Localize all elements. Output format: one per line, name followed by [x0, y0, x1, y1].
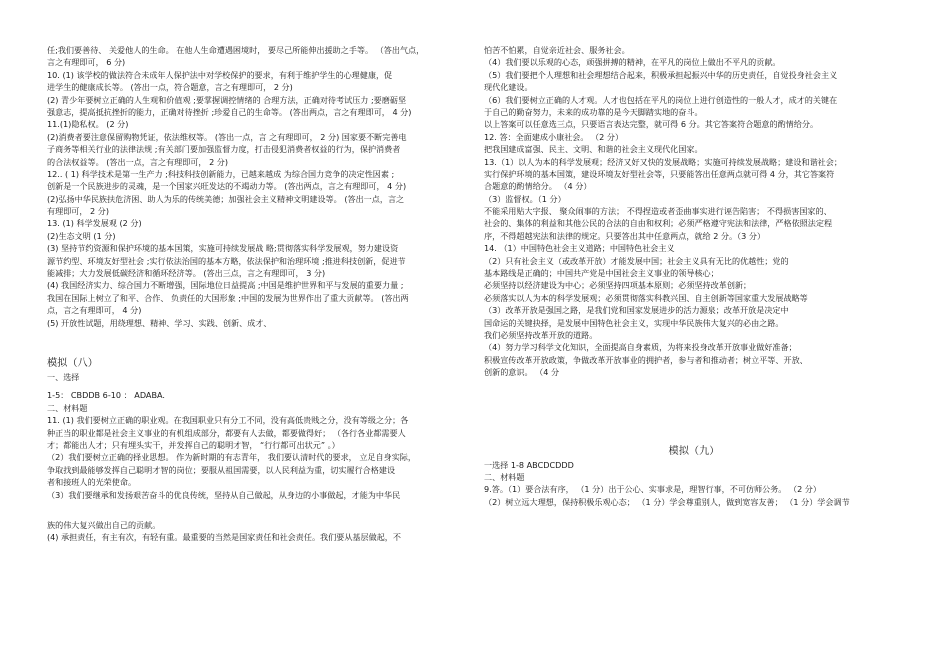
- right-text-line: （2）只有社会主义（或改革开放）才能发展中国；社会主义具有无比的优越性；党的: [484, 255, 789, 266]
- right-text-line: 现代化建设。: [484, 82, 533, 93]
- right-text-line: 13.（1）以人为本的科学发展观；经济又好又快的发展战略；实施可持续发展战略；建设和谐社会；: [484, 156, 842, 167]
- spacer: [47, 501, 467, 519]
- left-column: [47, 44, 467, 544]
- spacer: [484, 435, 904, 445]
- spacer: [47, 329, 467, 357]
- left-text-line: (5) 开放性试题，用绕理想、精神、学习、实践、创新、成才、: [47, 317, 272, 328]
- right-text-line: （2）树立远大理想，保持积极乐观心态； （1 分）学会尊重别人，做到宽容友善； （1 分）学会调节: [484, 496, 850, 507]
- right-text-line: 把我国建成富强、民主、文明、和谐的社会主义现代化国家。: [484, 144, 703, 155]
- left-text-line: 强意志，提高抵抗挫折的能力，正确对待挫折 ;珍爱自己的生命等。 (答出两点，言之有理即可， 4 分): [47, 106, 412, 117]
- left-text-line: 才；都能出人才；只有埋头实干，并发挥自己的聪明才智， “行行都可出状元” 。）: [47, 439, 340, 450]
- left-text-line: 11. (1) 我们要树立正确的职业观。在我国职业只有分工不同，没有高低贵贱之分，没有等级之分；各: [47, 415, 409, 426]
- left-text-line: (3) 坚持节约资源和保护环境的基本国策，实施可持续发展战 略;贯彻落实科学发展观，努力建设资: [47, 243, 399, 254]
- left-text-line: 源节约型、环境友好型社会 ;实行依法治国的基本方略，依法保护和治理环境 ;推进科技创新，促进节: [47, 255, 406, 266]
- left-text-line: 任;我们要善待、 关爱他人的生命。 在他人生命遭遇困境时， 要尽己所能伸出援助之手等。 （答出气点，: [47, 45, 425, 55]
- left-text-line: 点，言之有理即可， 4 分): [47, 305, 142, 316]
- spacer: [484, 379, 904, 407]
- left-text-line: (2)生态文明 (1 分): [47, 230, 116, 241]
- right-text-line: 社会的、集体的利益和其他公民的合法的自由和权利；必须严格遵守宪法和法律，严格依照法定程: [484, 218, 833, 229]
- right-text-line: （4）努力学习科学文化知识，全面提高自身素质，为将来投身改革开放事业做好准备；: [484, 342, 797, 353]
- left-text-line: 创新是一个民族进步的灵魂，是一个国家兴旺发达的不竭动力等。 (答出两点，言之有理即可， 4 分): [47, 181, 407, 192]
- right-text-line: 一选择 1-8 ABCDCDDD: [484, 459, 574, 470]
- right-text-line: 创新的意识。 （4 分: [484, 367, 560, 378]
- section-heading: 模拟（八）: [47, 357, 98, 369]
- left-text-line: 有理即可， 2 分): [47, 206, 110, 217]
- right-text-line: （5）我们要把个人理想和社会理想结合起来，积极承担起振兴中华的历史责任，自觉投身社会主义: [484, 69, 838, 80]
- right-text-line: 合题意的酌情给分。 （4 分）: [484, 181, 592, 192]
- right-text-line: 怕苦不怕累，自觉亲近社会、服务社会。: [484, 45, 630, 55]
- section-heading: 模拟（九）: [668, 445, 720, 457]
- left-text-line: 进学生的健康成长等。 (答出一点，符合题意，言之有理即可， 2 分): [47, 82, 293, 93]
- right-text-line: 12. 答：全面建成小康社会。 （2 分）: [484, 131, 624, 142]
- right-text-line: （3）改革开放是强国之路，是我们党和国家发展进步的活力源泉；改革开放是决定中: [484, 305, 789, 316]
- left-text-line: 12.. ( 1) 科学技术是第一生产力 ;科技科技创新能力，已越来越成 为综合国力竞争的决定性因素 ;: [47, 168, 395, 179]
- right-text-line: 9.答。（1）要合法有序， （1 分）出于公心、实事求是，理智行事，不可仿师公务。 （2 分）: [484, 484, 821, 495]
- right-text-line: 实行保护环境的基本国策，建设环境友好型社会等，只要能答出任意两点就可得 4 分，其它答案符: [484, 168, 835, 179]
- spacer: [484, 407, 904, 435]
- left-text-line: 族的伟大复兴做出自己的贡献。: [47, 519, 161, 530]
- right-text-line: （4）我们要以乐观的心态，顽强拼搏的精神，在平凡的岗位上做出不平凡的贡献。: [484, 57, 781, 68]
- left-text-line: (2)消费者要注意保留购物凭证，依法维权等。 (答出一点，言 之有理即可， 2 分) 国家要不断完善电: [47, 131, 407, 142]
- right-text-line: 国命运的关键抉择，是发展中国特色社会主义，实现中华民族伟大复兴的必由之路。: [484, 317, 784, 328]
- left-text-line: 者和接班人的光荣使命。: [47, 477, 137, 488]
- left-text-line: 我国在国际上树立了和平、合作、 负责任的大国形象 ;中国的发展为世界作出了重大贡献等。 (答出两: [47, 292, 409, 303]
- right-text-line: 以上答案可以任意选三点，只要语言表达完整，就可得 6 分。其它答案符合题意的酌情给分。: [484, 119, 819, 130]
- left-text-line: (2) 青少年要树立正确的人生观和价值观 ;要掌握调控情绪的 合理方法，正确对待考试压力 ;要磨砺坚: [47, 94, 407, 105]
- left-text-line: 子商务等相关行业的法律法规 ;有关部门要加强监督力度，打击侵犯消费者权益的行为，保护消费者: [47, 144, 401, 155]
- left-text-line: （2）我们要树立正确的择业思想。 作为新时期的有志青年， 我们要认清时代的要求， 立足自身实际，: [47, 452, 416, 463]
- right-text-line: 积极宣传改革开放政策，争做改革开放事业的拥护者，参与者和推动者；树立平等、开放、: [484, 354, 808, 365]
- right-text-line: 于自己的勤奋努力，未来的成功靠的是今天脚踏实地的奋斗。: [484, 106, 703, 117]
- right-text-line: 不能采用贴大字报、 聚众闹事的方法； 不得捏造或者歪曲事实进行诬告陷害； 不得损害国家的、: [484, 206, 832, 217]
- right-text-line: 二、材料题: [484, 471, 525, 482]
- right-column: [484, 44, 904, 508]
- right-text-line: 基本路线是正确的；中国共产党是中国社会主义事业的领导核心；: [484, 268, 719, 279]
- right-text-line: 必须坚持以经济建设为中心；必须坚持四项基本原则；必须坚持改革创新；: [484, 280, 752, 291]
- left-text-line: 10. (1) 该学校的做法符合未成年人保护法中对学校保护的要求，有利于维护学生的心理健康，促: [47, 69, 393, 80]
- left-text-line: (4) 我国经济实力、综合国力不断增强，国际地位日益提高 ;中国是维护世界和平与发展的重要力量 ;: [47, 280, 404, 291]
- left-text-line: 1-5： CBDDB 6-10 ： ADABA.: [47, 390, 165, 401]
- left-text-line: 11.(1)隐私权。 (2 分): [47, 119, 129, 130]
- right-text-line: 我们必须坚持改革开放的道路。: [484, 329, 598, 340]
- left-text-line: 二、材料题: [47, 402, 88, 413]
- left-text-line: 争取找到最能够发挥自己聪明才智的岗位；要服从祖国需要，以人民利益为重，切实履行合格建设: [47, 464, 396, 475]
- left-text-line: 13. (1) 科学发展观 (2 分): [47, 218, 142, 229]
- left-text-line: (4) 承担责任，有主有次，有轻有重。最重要的当然是国家责任和社会责任。我们要从基层做起，不: [47, 532, 401, 543]
- left-text-line: 言之有理即可， 6 分): [47, 57, 126, 68]
- right-text-line: 14. （1）中国特色社会主义道路；中国特色社会主义: [484, 243, 675, 254]
- left-text-line: 种正当的职业都是社会主义事业的有机组成部分，都要有人去做，都要做得好； （各行各业都需要人: [47, 427, 406, 438]
- left-text-line: 能减排；大力发展低碳经济和循环经济等。 (答出三点，言之有理即可， 3 分): [47, 268, 326, 279]
- right-text-line: 序，不得超越宪法和法律的规定。只要答出其中任意两点，就给 2 分。（3 分）: [484, 230, 766, 241]
- right-text-line: （3）监督权。（1 分）: [484, 193, 566, 204]
- left-text-line: 一、选择: [47, 371, 80, 382]
- right-text-line: 必须落实以人为本的科学发展观；必须贯彻落实科教兴国、自主创新等国家重大发展战略等: [484, 292, 808, 303]
- left-text-line: (2)弘扬中华民族扶危济困、助人为乐的传统美德；加强社会主义精神文明建设等。 (答出一点，言之: [47, 193, 405, 204]
- right-text-line: （6）我们要树立正确的人才观。人才也包括在平凡的岗位上进行创造性的一般人才，成才的关键在: [484, 94, 838, 105]
- left-text-line: 的合法权益等。 (答出一点，言之有理即可， 2 分): [47, 156, 229, 167]
- left-text-line: （3）我们要继承和发扬艰苦奋斗的优良传统，坚持从自己做起，从身边的小事做起，才能为中华民: [47, 489, 401, 500]
